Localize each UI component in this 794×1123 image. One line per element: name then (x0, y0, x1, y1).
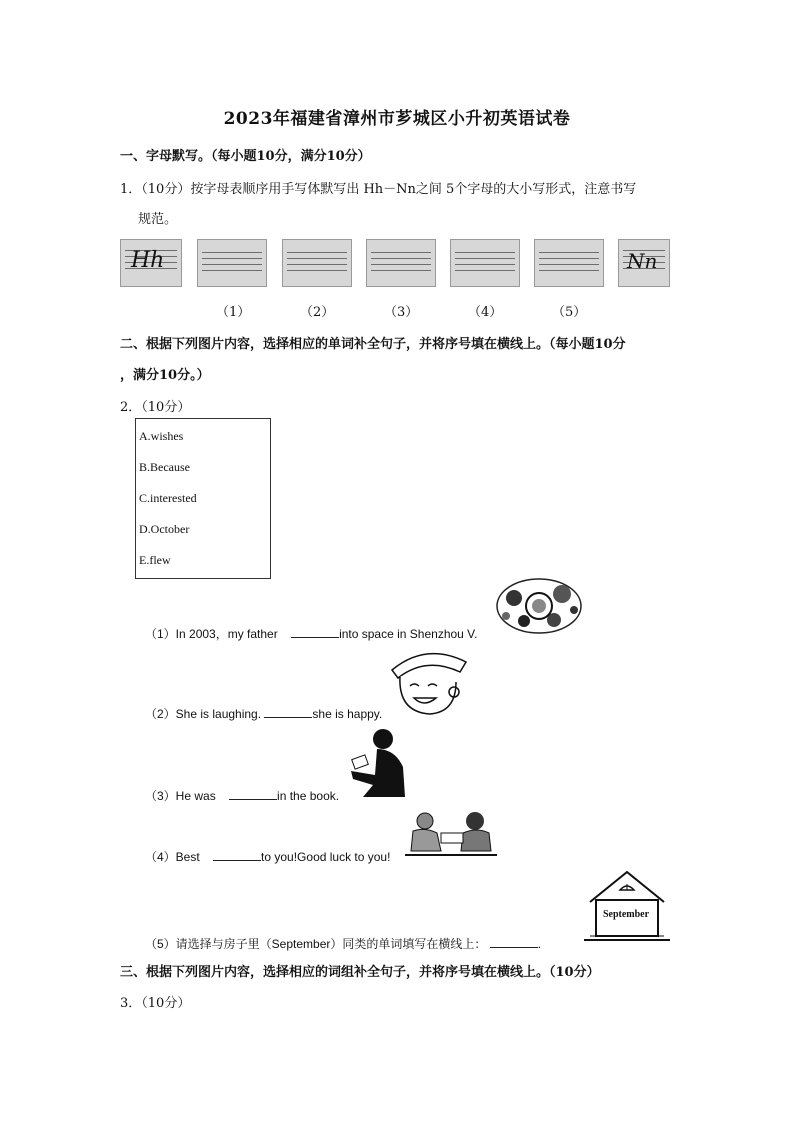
q2-label: 2．（10分） (120, 400, 191, 415)
item1-pre: （1）In 2003，my father (145, 627, 278, 641)
section2-heading-line1: 二、根据下列图片内容，选择相应的单词补全句子，并将序号填在横线上。（每小题10分 (120, 337, 626, 352)
writing-box-4[interactable] (450, 239, 520, 287)
item4-post: to you!Good luck to you! (261, 850, 391, 864)
greeting-people-image (403, 809, 499, 859)
item4-pre: （4）Best (145, 850, 200, 864)
q3-label: 3．（10分） (120, 996, 191, 1011)
item2-post: she is happy. (312, 707, 383, 721)
end-letter-box (618, 239, 670, 287)
september-house-image (580, 868, 674, 946)
item3-blank[interactable] (229, 788, 277, 800)
astronaut-image (494, 576, 584, 636)
writing-box-5[interactable] (534, 239, 604, 287)
box-label-3: （3） (384, 305, 419, 320)
item1-sentence (145, 625, 477, 642)
option-c: C.interested (139, 491, 197, 505)
item5-pre: （5）请选择与房子里（September）同类的单词填写在横线上： (145, 937, 487, 951)
box-label-1: （1） (216, 305, 251, 320)
page-title: 2023年福建省漳州市芗城区小升初英语试卷 (223, 109, 571, 129)
item3-sentence (145, 787, 339, 804)
house-word: September (602, 909, 650, 920)
option-b: B.Because (139, 460, 190, 474)
item2-sentence (145, 705, 382, 722)
item2-pre: （2）She is laughing. (145, 707, 262, 721)
q1-text-line1: 1．（10分）按字母表顺序用手写体默写出 Hh－Nn之间 5个字母的大小写形式，注意书写 (120, 182, 637, 197)
option-a: A.wishes (139, 429, 184, 443)
section3-heading: 三、根据下列图片内容，选择相应的词组补全句子，并将序号填在横线上。（10分） (120, 965, 600, 980)
end-letters: Nn (627, 249, 658, 273)
item3-post: in the book. (277, 789, 340, 803)
item3-pre: （3）He was (145, 789, 216, 803)
item4-blank[interactable] (213, 849, 261, 861)
item1-post: into space in Shenzhou V. (339, 627, 478, 641)
writing-box-2[interactable] (282, 239, 352, 287)
item4-sentence (145, 848, 390, 865)
laughing-girl-image (386, 642, 470, 718)
box-label-4: （4） (468, 305, 503, 320)
start-letter-box (120, 239, 182, 287)
box-label-5: （5） (552, 305, 587, 320)
word-options-box (135, 418, 271, 579)
boy-reading-image (343, 727, 413, 799)
writing-box-3[interactable] (366, 239, 436, 287)
item1-blank[interactable] (291, 626, 339, 638)
item2-blank[interactable] (264, 706, 312, 718)
option-d: D.October (139, 522, 190, 536)
item5-sentence (145, 935, 541, 952)
box-label-2: （2） (300, 305, 335, 320)
section1-heading: 一、字母默写。（每小题10分，满分10分） (120, 149, 371, 164)
item5-blank[interactable] (490, 936, 538, 948)
start-letters: Hh (131, 248, 165, 273)
option-e: E.flew (139, 553, 171, 567)
item5-post: . (537, 937, 542, 951)
q1-text-line2: 规范。 (138, 212, 178, 227)
section2-heading-line2: ，满分10分。） (120, 368, 210, 383)
writing-box-1[interactable] (197, 239, 267, 287)
